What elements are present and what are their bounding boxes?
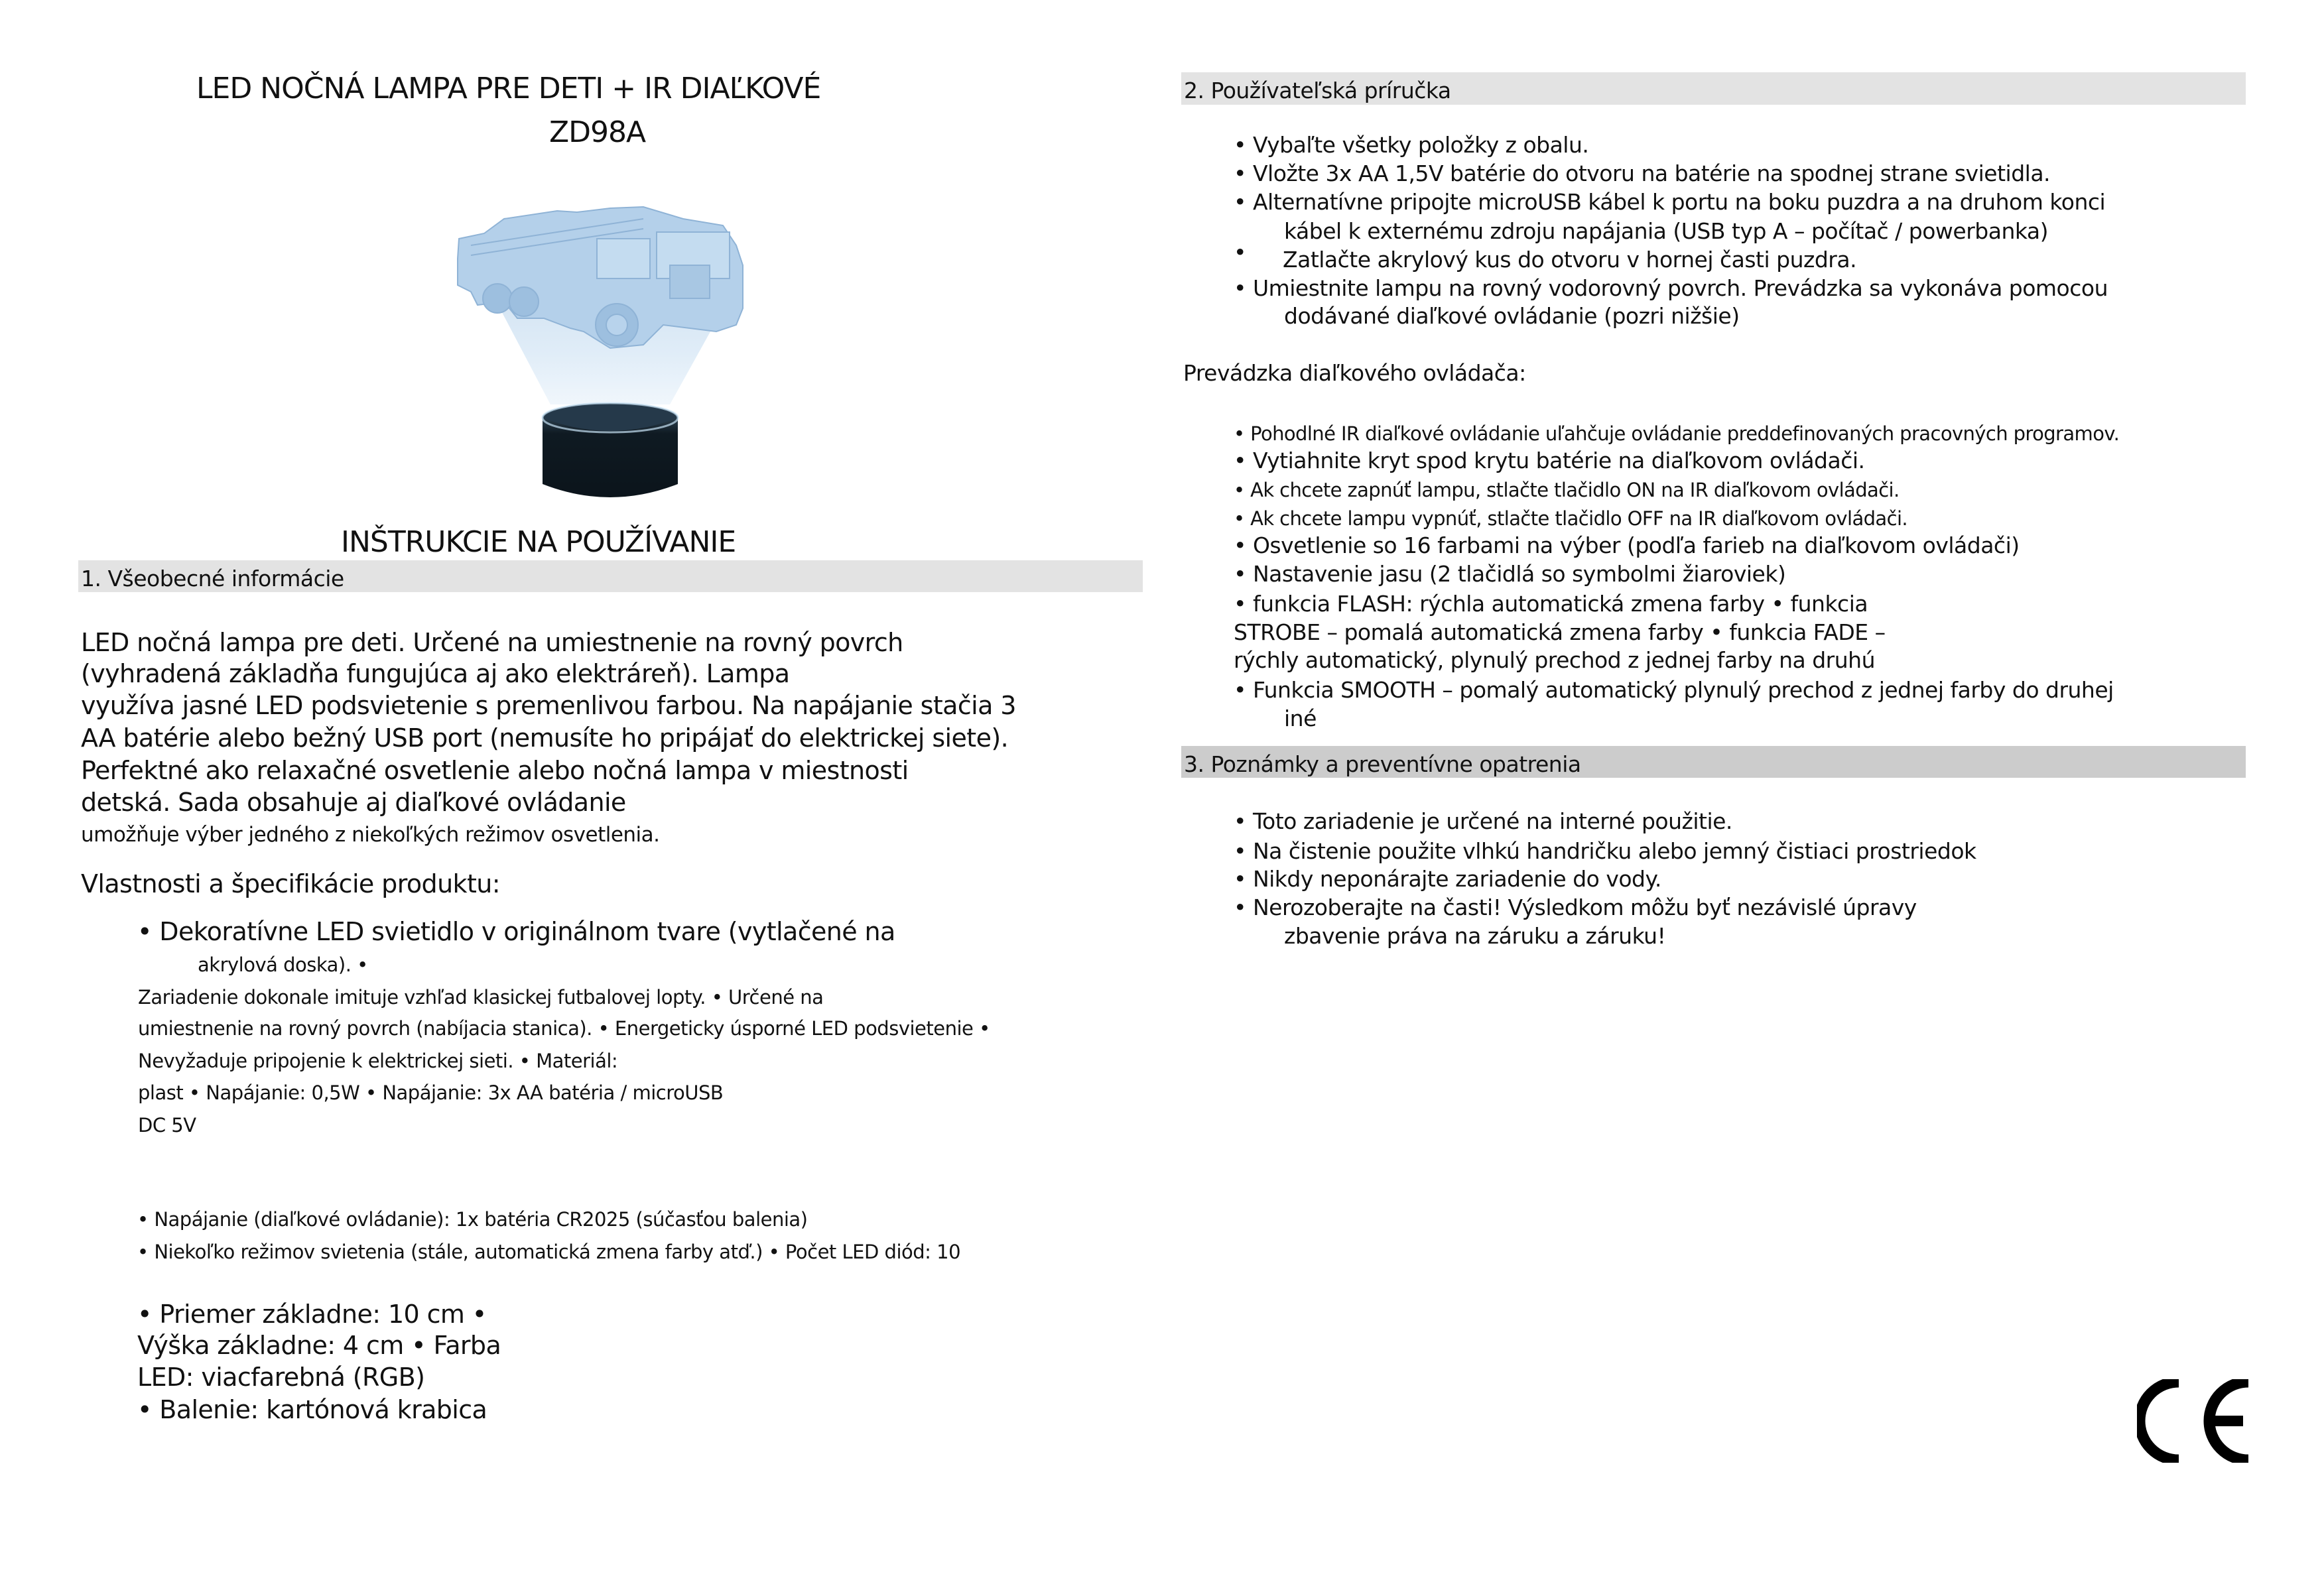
dimension-line: Výška základne: 4 cm • Farba xyxy=(137,1331,501,1360)
notes-line: • Na čistenie použite vlhkú handričku alebo jemný čistiaci prostriedok xyxy=(1234,838,1976,864)
spec-line: plast • Napájanie: 0,5W • Napájanie: 3x AA batéria / microUSB xyxy=(138,1081,724,1104)
intro-line: využíva jasné LED podsvietenie s premenlivou farbou. Na napájanie stačia 3 xyxy=(81,691,1016,720)
guide-line: • Vložte 3x AA 1,5V batérie do otvoru na batérie na spodnej strane svietidla. xyxy=(1234,160,2051,186)
model-number: ZD98A xyxy=(549,115,646,149)
section-3-heading: 3. Poznámky a preventívne opatrenia xyxy=(1184,751,1581,777)
remote-line: • Funkcia SMOOTH – pomalý automatický plynulý prechod z jednej farby do druhej xyxy=(1234,677,2114,703)
remote-line: • Ak chcete lampu vypnúť, stlačte tlačidlo OFF na IR diaľkovom ovládači. xyxy=(1234,507,1908,530)
dimension-line: • Priemer základne: 10 cm • xyxy=(137,1300,487,1329)
remote-line: iné xyxy=(1284,706,1317,731)
section-1-bar xyxy=(78,560,1143,592)
spec-line: Zariadenie dokonale imituje vzhľad klasickej futbalovej lopty. • Určené na xyxy=(138,986,824,1009)
guide-bullet: • xyxy=(1234,239,1246,265)
intro-line: (vyhradená základňa fungujúca aj ako elektráreň). Lampa xyxy=(81,659,790,688)
notes-line: • Nerozoberajte na časti! Výsledkom môžu byť nezávislé úpravy xyxy=(1234,894,1917,920)
remote-line: • Vytiahnite kryt spod krytu batérie na diaľkovom ovládači. xyxy=(1234,448,1865,473)
spec-line: umiestnenie na rovný povrch (nabíjacia stanica). • Energeticky úsporné LED podsvietenie • xyxy=(138,1017,990,1040)
notes-line: • Nikdy neponárajte zariadenie do vody. xyxy=(1234,866,1661,892)
remote-line: • Ak chcete zapnúť lampu, stlačte tlačidlo ON na IR diaľkovom ovládači. xyxy=(1234,479,1900,501)
remote-line: • funkcia FLASH: rýchla automatická zmena farby • funkcia xyxy=(1234,591,1868,617)
section-2-bar xyxy=(1181,72,2246,105)
section-2-heading: 2. Používateľská príručka xyxy=(1184,78,1451,103)
ce-mark-icon xyxy=(2137,1379,2254,1463)
intro-line: LED nočná lampa pre deti. Určené na umiestnenie na rovný povrch xyxy=(81,628,903,657)
section-1-heading: 1. Všeobecné informácie xyxy=(81,566,344,591)
guide-line: dodávané diaľkové ovládanie (pozri nižšie) xyxy=(1284,303,1740,329)
remote-line: • Osvetlenie so 16 farbami na výber (podľa farieb na diaľkovom ovládači) xyxy=(1234,532,2020,558)
notes-line: • Toto zariadenie je určené na interné použitie. xyxy=(1234,808,1732,834)
section-3-bar xyxy=(1181,746,2246,778)
notes-line: zbavenie práva na záruku a záruku! xyxy=(1284,923,1666,949)
guide-line: • Alternatívne pripojte microUSB kábel k portu na boku puzdra a na druhom konci xyxy=(1234,189,2106,215)
guide-line: kábel k externému zdroju napájania (USB typ A – počítač / powerbanka) xyxy=(1284,218,2049,244)
spec-line: akrylová doska). • xyxy=(198,953,368,976)
remote-heading: Prevádzka diaľkového ovládača: xyxy=(1183,360,1526,386)
intro-line: AA batérie alebo bežný USB port (nemusíte ho pripájať do elektrickej siete). xyxy=(81,723,1009,753)
remote-line: • Nastavenie jasu (2 tlačidlá so symbolmi žiaroviek) xyxy=(1234,561,1786,587)
document-title: LED NOČNÁ LAMPA PRE DETI + IR DIAĽKOVÉ xyxy=(196,72,821,105)
lamp-base xyxy=(543,403,678,497)
remote-line: rýchly automatický, plynulý prechod z jednej farby na druhú xyxy=(1234,647,1875,673)
guide-line: • Vybaľte všetky položky z obalu. xyxy=(1234,132,1589,158)
power-line: • Napájanie (diaľkové ovládanie): 1x batéria CR2025 (súčasťou balenia) xyxy=(137,1208,808,1231)
fire-truck-icon xyxy=(458,207,743,348)
product-image xyxy=(444,192,776,511)
intro-line: Perfektné ako relaxačné osvetlenie alebo nočná lampa v miestnosti xyxy=(81,756,909,785)
intro-line: umožňuje výber jedného z niekoľkých režimov osvetlenia. xyxy=(81,823,660,847)
spec-line: Nevyžaduje pripojenie k elektrickej sieti. • Materiál: xyxy=(138,1050,618,1072)
spec-line: DC 5V xyxy=(138,1114,196,1136)
dimension-line: LED: viacfarebná (RGB) xyxy=(137,1363,425,1392)
intro-line: detská. Sada obsahuje aj diaľkové ovládanie xyxy=(81,788,626,817)
guide-line: • Umiestnite lampu na rovný vodorovný povrch. Prevádzka sa vykonáva pomocou xyxy=(1234,275,2108,301)
guide-line: Zatlačte akrylový kus do otvoru v hornej časti puzdra. xyxy=(1283,247,1857,273)
remote-line: • Pohodlné IR diaľkové ovládanie uľahčuje ovládanie preddefinovaných pracovných programov. xyxy=(1234,422,2120,445)
power-line: • Niekoľko režimov svietenia (stále, automatická zmena farby atď.) • Počet LED diód: 10 xyxy=(137,1241,961,1263)
remote-line: STROBE – pomalá automatická zmena farby • funkcia FADE – xyxy=(1234,619,1886,645)
dimension-line: • Balenie: kartónová krabica xyxy=(137,1395,487,1424)
specs-heading: Vlastnosti a špecifikácie produktu: xyxy=(81,869,500,898)
spec-line: • Dekoratívne LED svietidlo v originálnom tvare (vytlačené na xyxy=(137,917,895,946)
instructions-heading: INŠTRUKCIE NA POUŽÍVANIE xyxy=(341,525,736,559)
